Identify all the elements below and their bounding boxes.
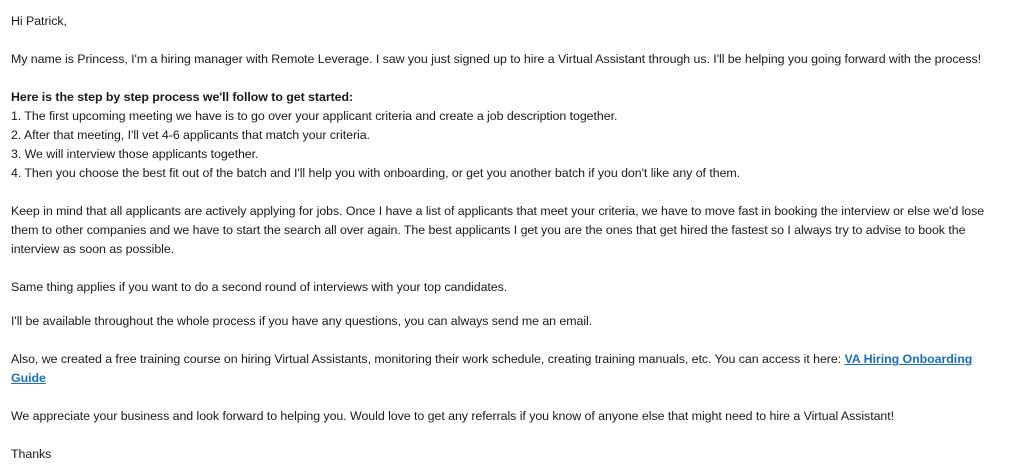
keep-in-mind-line-3: interview as soon as possible. (11, 242, 175, 256)
keep-in-mind-line-1: Keep in mind that all applicants are actively applying for jobs. Once I have a list of applicants that meet your criteria, we have to move fast in booking the interview or else we'd lose (11, 204, 985, 218)
spacer (11, 31, 1024, 50)
steps-heading: Here is the step by step process we'll follow to get started: (11, 90, 354, 104)
availability-paragraph: I'll be available throughout the whole process if you have any questions, you can always send me an email. (11, 314, 593, 328)
training-paragraph-line-2 (11, 369, 1024, 388)
appreciation-paragraph: We appreciate your business and look forward to helping you. Would love to get any referrals if you know of anyone else that might need to hire a Virtual Assistant! (11, 409, 895, 423)
spacer (11, 426, 1024, 445)
signoff: Thanks (11, 447, 52, 461)
step-item-1: 1. The first upcoming meeting we have is to go over your applicant criteria and create a job description together. (11, 109, 618, 123)
greeting: Hi Patrick, (11, 14, 67, 28)
spacer (11, 388, 1024, 407)
second-round-paragraph: Same thing applies if you want to do a second round of interviews with your top candidates. (11, 280, 508, 294)
spacer (11, 183, 1024, 202)
training-paragraph (11, 350, 1024, 369)
va-hiring-guide-link[interactable]: VA Hiring Onboarding (844, 352, 973, 366)
keep-in-mind-line-2: them to other companies and we have to start the search all over again. The best applicants I get you are the ones that get hired the fastest so I always try to advise to book the (11, 223, 966, 237)
training-text: Also, we created a free training course on hiring Virtual Assistants, monitoring their work schedule, creating training manuals, etc. You can access it here: (11, 352, 845, 366)
spacer (11, 259, 1024, 278)
step-item-2: 2. After that meeting, I'll vet 4-6 applicants that match your criteria. (11, 128, 370, 142)
step-item-4: 4. Then you choose the best fit out of the batch and I'll help you with onboarding, or get you another batch if you don't like any of them. (11, 166, 741, 180)
intro-paragraph: My name is Princess, I'm a hiring manager with Remote Leverage. I saw you just signed up to hire a Virtual Assistant through us. I'll be helping you going forward with the process! (11, 52, 982, 66)
step-item-3: 3. We will interview those applicants together. (11, 147, 259, 161)
spacer (11, 297, 1024, 312)
spacer (11, 69, 1024, 88)
spacer (11, 331, 1024, 350)
va-hiring-guide-link-continued[interactable]: Guide (11, 371, 46, 385)
